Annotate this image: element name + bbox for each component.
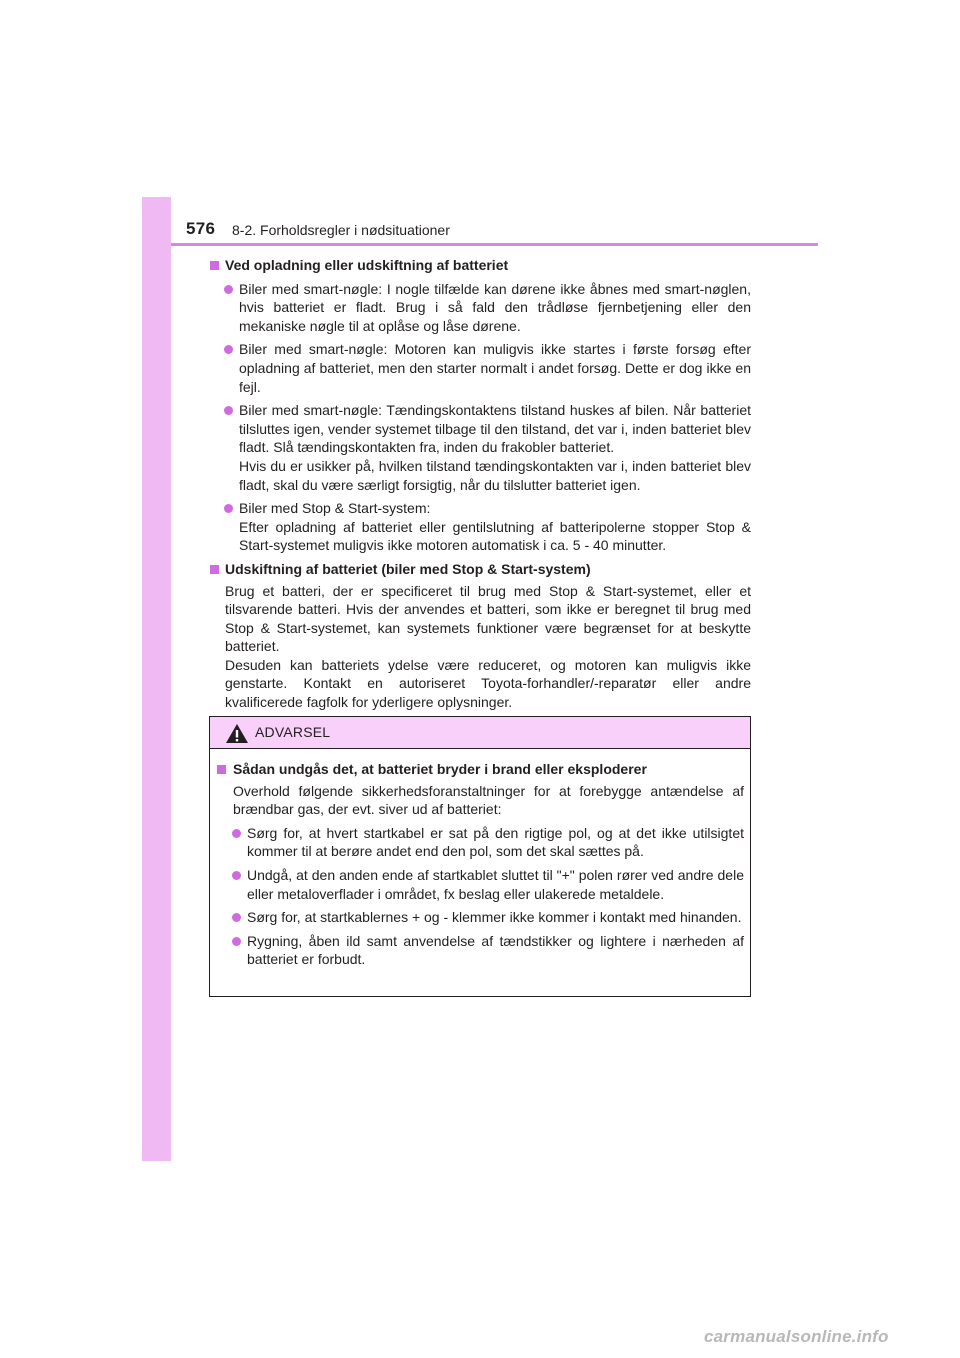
section-heading — [209, 256, 751, 275]
round-bullet-icon — [224, 504, 233, 513]
paragraph-text: Desuden kan batteriets ydelse være reduceret, og motoren kan muligvis ikke genstarte. Kontakt en autoriseret Toyota-forhandler/-reparatør eller andre kvalificerede fagfolk for yderligere oplysninger. — [225, 656, 751, 711]
warning-list-item — [216, 866, 744, 903]
list-item-text: Biler med smart-nøgle: I nogle tilfælde kan dørene ikke åbnes med smart-nøglen, hvis batteriet er fladt. Brug i så fald den trådløse fjernbetjening eller den mekaniske nøgle til at oplåse og låse dørene. — [239, 280, 751, 334]
warning-list-item — [216, 908, 744, 927]
list-item-text: Biler med Stop & Start-system: — [239, 500, 431, 517]
round-bullet-icon — [232, 937, 241, 946]
list-item-text: Biler med smart-nøgle: Tændingskontaktens tilstand huskes af bilen. Når batteriet tilsluttes igen, vender systemet tilbage til den tilstand, det var i, inden batteriet blev fladt. Slå tændingskontakten fra, inden du frakobler batteriet. — [239, 402, 751, 456]
warning-list-item — [216, 824, 744, 861]
section-heading-text: Ved opladning eller udskiftning af batteriet — [225, 257, 509, 273]
list-item — [209, 499, 751, 555]
warning-triangle-icon — [225, 723, 249, 744]
main-content — [209, 253, 751, 712]
warning-intro-text: Overhold følgende sikkerhedsforanstaltninger for at forebygge antændelse af brændbar gas, der evt. siver ud af batteriet: — [233, 782, 744, 818]
round-bullet-icon — [224, 285, 233, 294]
warning-list-item-text: Undgå, at den anden ende af startkablet sluttet til "+" polen rører ved andre dele eller metaloverflader i området, fx beslag eller ulakerede metaldele. — [247, 866, 744, 902]
warning-list-item-text: Rygning, åben ild samt anvendelse af tændstikker og lightere i nærheden af batteriet er forbudt. — [247, 932, 744, 968]
warning-intro — [216, 782, 744, 819]
warning-heading-text: Sådan undgås det, at batteriet bryder i brand eller eksploderer — [233, 761, 647, 777]
chapter-side-band — [142, 197, 171, 1161]
page-number: 576 — [186, 219, 216, 238]
warning-header — [210, 717, 750, 749]
paragraph — [209, 582, 751, 712]
list-item — [209, 401, 751, 494]
warning-list-item-text: Sørg for, at startkablernes + og - klemmer ikke kommer i kontakt med hinanden. — [247, 909, 742, 926]
round-bullet-icon — [232, 913, 241, 922]
warning-label: ADVARSEL — [255, 724, 331, 740]
warning-box — [209, 716, 751, 997]
round-bullet-icon — [232, 829, 241, 838]
square-bullet-icon — [210, 565, 219, 574]
round-bullet-icon — [232, 871, 241, 880]
list-item-text: Efter opladning af batteriet eller gentilslutning af batteripolerne stopper Stop & Start-systemet muligvis ikke motoren automatisk i ca. 5 - 40 minutter. — [239, 518, 751, 554]
round-bullet-icon — [224, 345, 233, 354]
list-item-text: Biler med smart-nøgle: Motoren kan muligvis ikke startes i første forsøg efter opladning af batteriet, men den starter normalt i andet forsøg. Dette er dog ikke en fejl. — [239, 341, 751, 395]
watermark: carmanualsonline.info — [704, 1327, 889, 1346]
square-bullet-icon — [210, 261, 219, 270]
warning-heading — [216, 760, 744, 779]
warning-body — [216, 760, 744, 969]
header-rule — [171, 243, 818, 246]
list-item-text: Hvis du er usikker på, hvilken tilstand tændingskontakten var i, inden batteriet blev fladt, skal du være særligt forsigtig, når du tilslutter batteriet igen. — [239, 457, 751, 493]
warning-list-item — [216, 932, 744, 969]
section-heading — [209, 560, 751, 579]
list-item — [209, 340, 751, 396]
section-title: 8-2. Forholdsregler i nødsituationer — [232, 222, 450, 238]
warning-list-item-text: Sørg for, at hvert startkabel er sat på den rigtige pol, og at det ikke utilsigtet kommer til at berøre andet end den pol, som det skal sættes på. — [247, 824, 744, 860]
square-bullet-icon — [217, 765, 226, 774]
section-heading-text: Udskiftning af batteriet (biler med Stop & Start-system) — [225, 560, 591, 577]
paragraph-text: Brug et batteri, der er specificeret til brug med Stop & Start-systemet, eller et tilsvarende batteri. Hvis der anvendes et batteri, som ikke er beregnet til brug med Stop & Start-systemet, kan systemets funktioner være begrænset for at beskytte batteriet. — [225, 582, 751, 655]
round-bullet-icon — [224, 406, 233, 415]
list-item — [209, 280, 751, 336]
